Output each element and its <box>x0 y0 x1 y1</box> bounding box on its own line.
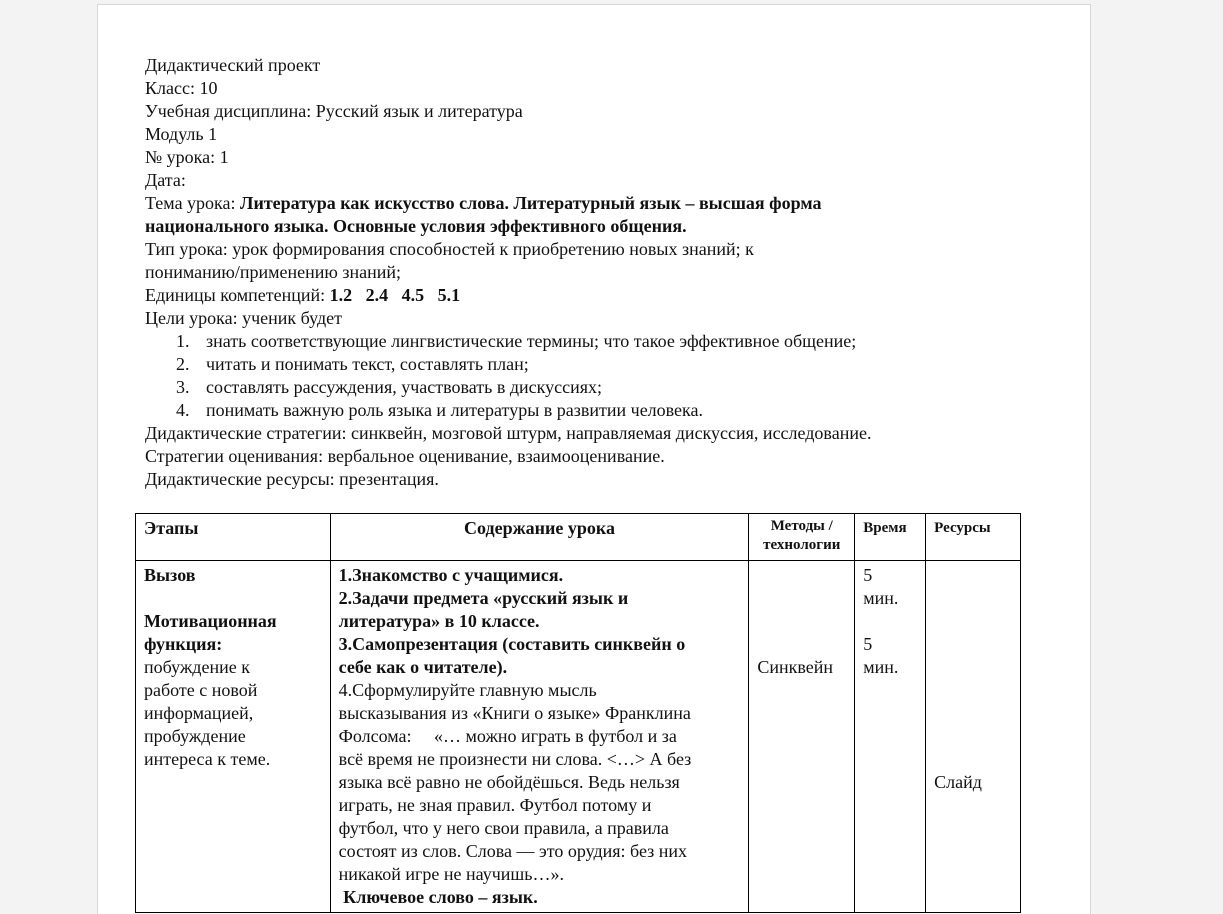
content-bold-line: литература» в 10 классе. <box>338 611 540 631</box>
goal-number: 1. <box>176 331 190 351</box>
resources-cell <box>926 561 1021 913</box>
time-unit: мин. <box>863 588 899 608</box>
header-methods-line-2: технологии <box>763 537 841 553</box>
method-text: Синквейн <box>757 657 833 677</box>
lesson-type-line-1: Тип урока: урок формирования способностей к приобретению новых знаний; к <box>145 239 754 259</box>
topic-label: Тема урока: <box>145 193 241 213</box>
topic-text-1: Литература как искусство слова. Литературный язык – высшая форма <box>240 193 822 213</box>
header-methods <box>749 514 855 561</box>
header-resources: Ресурсы <box>926 514 1021 561</box>
content-line: всё время не произнести ни слова. <…> А без <box>338 749 692 769</box>
class-line: Класс: 10 <box>145 78 218 98</box>
topic-line <box>145 192 985 215</box>
stage-description-line: интереса к теме. <box>144 749 271 769</box>
content-line: Фолсома: «… можно играть в футбол и за <box>338 726 677 746</box>
content-line: состоят из слов. Слова — это орудия: без них <box>338 841 688 861</box>
goal-text: знать соответствующие лингвистические термины; что такое эффективное общение; <box>206 331 857 351</box>
module-line: Модуль 1 <box>145 124 218 144</box>
stage-description-line: пробуждение <box>144 726 246 746</box>
header-stages: Этапы <box>136 514 331 561</box>
goal-number: 4. <box>176 400 190 420</box>
table-header-row <box>136 514 1021 561</box>
methods-cell <box>749 561 855 913</box>
project-title: Дидактический проект <box>145 55 321 75</box>
time-unit: мин. <box>863 657 899 677</box>
time-cell <box>855 561 926 913</box>
stage-title: Вызов <box>144 565 196 585</box>
goal-number: 2. <box>176 354 190 374</box>
stage-subtitle-2: функция: <box>144 634 223 654</box>
stage-subtitle-1: Мотивационная <box>144 611 277 631</box>
content-line: никакой игре не научишь…». <box>338 864 564 884</box>
keyword-line: Ключевое слово – язык. <box>338 887 538 907</box>
resources-line: Дидактические ресурсы: презентация. <box>145 469 439 489</box>
stage-description-line: побуждение к <box>144 657 250 677</box>
topic-line-2 <box>145 215 985 238</box>
competence-values: 1.2 2.4 4.5 5.1 <box>329 285 461 305</box>
content-line: 4.Сформулируйте главную мысль <box>338 680 597 700</box>
content-line: играть, не зная правил. Футбол потому и <box>338 795 652 815</box>
competence-label: Единицы компетенций: <box>145 285 330 305</box>
lesson-type-line-2: пониманию/применению знаний; <box>145 262 401 282</box>
goal-item <box>145 353 985 376</box>
goal-number: 3. <box>176 377 190 397</box>
header-content: Содержание урока <box>330 514 749 561</box>
assessment-line: Стратегии оценивания: вербальное оценивание, взаимооценивание. <box>145 446 665 466</box>
resource-text: Слайд <box>934 772 982 792</box>
content-line: высказывания из «Книги о языке» Франклина <box>338 703 691 723</box>
stage-description-line: работе с новой <box>144 680 258 700</box>
time-value: 5 <box>863 565 873 585</box>
lesson-number-line: № урока: 1 <box>145 147 229 167</box>
goal-text: читать и понимать текст, составлять план; <box>206 354 529 374</box>
date-line: Дата: <box>145 170 186 190</box>
goals-list <box>145 330 985 422</box>
table-row <box>136 561 1021 913</box>
goal-text: составлять рассуждения, участвовать в дискуссиях; <box>206 377 603 397</box>
content-bold-line: 3.Самопрезентация (составить синквейн о <box>338 634 686 654</box>
discipline-line: Учебная дисциплина: Русский язык и литература <box>145 101 523 121</box>
strategies-line: Дидактические стратегии: синквейн, мозговой штурм, направляемая дискуссия, исследование. <box>145 423 872 443</box>
header-methods-line-1: Методы / <box>770 518 833 534</box>
topic-text-2: национального языка. Основные условия эффективного общения. <box>145 216 687 236</box>
document-page <box>97 4 1091 914</box>
content-cell <box>330 561 749 913</box>
content-line: языка всё равно не обойдёшься. Ведь нельзя <box>338 772 680 792</box>
goal-text: понимать важную роль языка и литературы в развитии человека. <box>206 400 704 420</box>
goals-intro: Цели урока: ученик будет <box>145 308 342 328</box>
header-time: Время <box>855 514 926 561</box>
lesson-header <box>145 54 985 491</box>
goal-item <box>145 376 985 399</box>
goal-item <box>145 399 985 422</box>
time-value: 5 <box>863 634 873 654</box>
content-line: футбол, что у него свои правила, а правила <box>338 818 669 838</box>
competence-line <box>145 284 985 307</box>
stage-cell <box>136 561 331 913</box>
content-bold-line: себе как о читателе). <box>338 657 508 677</box>
content-bold-line: 1.Знакомство с учащимися. <box>338 565 564 585</box>
stage-description-line: информацией, <box>144 703 254 723</box>
goal-item <box>145 330 985 353</box>
lesson-plan-table <box>135 513 1021 913</box>
content-bold-line: 2.Задачи предмета «русский язык и <box>338 588 629 608</box>
